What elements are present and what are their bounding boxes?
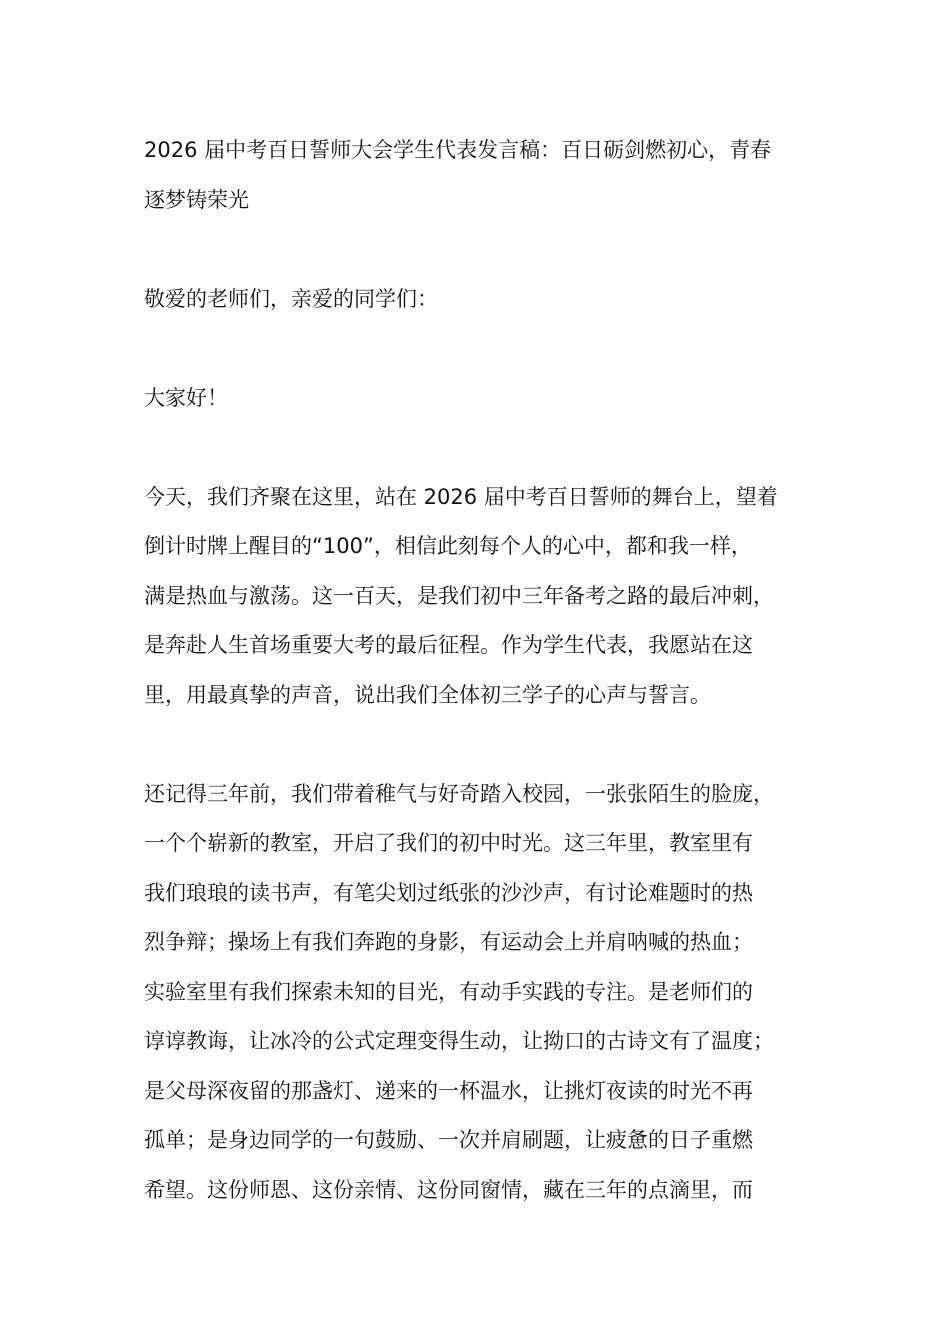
salutation-text: 敬爱的老师们，亲爱的同学们： — [144, 286, 438, 311]
paragraph-line: 希望。这份师恩、这份亲情、这份同窗情，藏在三年的点滴里，而 — [144, 1177, 753, 1202]
paragraph-line: 实验室里有我们探索未知的目光，有动手实践的专注。是老师们的 — [144, 979, 753, 1004]
paragraph-line: 是奔赴人生首场重要大考的最后征程。作为学生代表，我愿站在这 — [144, 633, 753, 657]
paragraph-line: 今天，我们齐聚在这里，站在 2026 届中考百日誓师的舞台上，望着 — [144, 484, 778, 509]
paragraph-line: 谆谆教诲，让冰冷的公式定理变得生动，让拗口的古诗文有了温度； — [144, 1029, 774, 1053]
paragraph-line: 一个个崭新的教室，开启了我们的初中时光。这三年里，教室里有 — [144, 831, 753, 855]
greeting-text: 大家好！ — [144, 385, 228, 410]
title-line: 逐梦铸荣光 — [144, 187, 249, 212]
document-body — [144, 126, 816, 1265]
document-title — [144, 126, 816, 225]
paragraph-line: 倒计时牌上醒目的“100”，相信此刻每个人的心中，都和我一样， — [144, 534, 752, 558]
greeting — [144, 374, 816, 424]
paragraph-1 — [144, 473, 816, 721]
title-line: 2026 届中考百日誓师大会学生代表发言稿：百日砺剑燃初心，青春 — [144, 138, 772, 162]
paragraph-line: 里，用最真挚的声音，说出我们全体初三学子的心声与誓言。 — [144, 682, 711, 707]
paragraph-2 — [144, 770, 816, 1216]
salutation — [144, 275, 816, 325]
paragraph-line: 孤单；是身边同学的一句鼓励、一次并肩刷题，让疲惫的日子重燃 — [144, 1128, 753, 1152]
paragraph-line: 还记得三年前，我们带着稚气与好奇踏入校园，一张张陌生的脸庞， — [144, 781, 774, 806]
paragraph-line: 烈争辩；操场上有我们奔跑的身影，有运动会上并肩呐喊的热血； — [144, 930, 753, 954]
paragraph-line: 是父母深夜留的那盏灯、递来的一杯温水，让挑灯夜读的时光不再 — [144, 1078, 753, 1103]
paragraph-line: 满是热血与激荡。这一百天，是我们初中三年备考之路的最后冲刺， — [144, 583, 774, 608]
paragraph-line: 我们琅琅的读书声，有笔尖划过纸张的沙沙声，有讨论难题时的热 — [144, 880, 753, 905]
